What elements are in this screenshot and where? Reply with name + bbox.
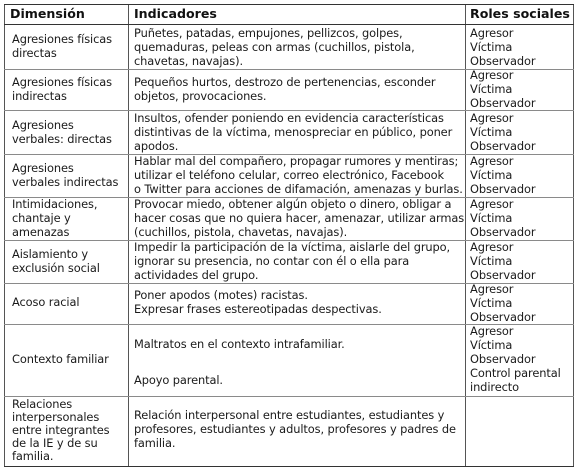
- header-divider: [4, 24, 574, 25]
- indicator-line: Pequeños hurtos, destrozo de pertenencias, esconder: [134, 75, 436, 89]
- dimension-line: de la IE y de su: [12, 436, 98, 450]
- role-item: Víctima: [470, 168, 513, 182]
- indicator-line: profesores, estudiantes y adultos, profesores y padres de: [134, 422, 456, 436]
- role-item: Víctima: [470, 40, 513, 54]
- dimension-line: Aislamiento y: [12, 247, 89, 261]
- indicator-line: o Twitter para acciones de difamación, amenazas y burlas.: [134, 182, 463, 196]
- table-border-right: [573, 4, 574, 467]
- dimension-line: chantaje y: [12, 211, 71, 225]
- role-item: Observador: [470, 54, 536, 68]
- indicator-line: chavetas, navajas).: [134, 54, 243, 68]
- role-item: Control parental: [470, 366, 561, 380]
- header-indicators: Indicadores: [134, 6, 217, 21]
- role-item: Víctima: [470, 296, 513, 310]
- indicator-line: apodos.: [134, 139, 179, 153]
- indicator-line: familia.: [134, 436, 176, 450]
- dimension-line: Acoso racial: [12, 295, 80, 309]
- role-item: Víctima: [470, 82, 513, 96]
- role-item: Agresor: [470, 324, 514, 338]
- indicator-line: ignorar su presencia, no contar con él o ella para: [134, 254, 410, 268]
- role-item: Agresor: [470, 240, 514, 254]
- indicator-line: Puñetes, patadas, empujones, pellizcos, golpes,: [134, 26, 403, 40]
- role-item: Agresor: [470, 111, 514, 125]
- dimension-line: exclusión social: [12, 261, 100, 275]
- indicator-line: Insultos, ofender poniendo en evidencia características: [134, 111, 444, 125]
- role-item: Agresor: [470, 26, 514, 40]
- dimension-line: Contexto familiar: [12, 352, 109, 366]
- column-divider: [465, 4, 466, 467]
- role-item: Observador: [470, 139, 536, 153]
- role-item: Observador: [470, 268, 536, 282]
- indicator-line: Relación interpersonal entre estudiantes, estudiantes y: [134, 408, 445, 422]
- header-roles: Roles sociales: [470, 6, 570, 21]
- table-border-top: [4, 4, 574, 5]
- indicator-line: Maltratos en el contexto intrafamiliar.: [134, 337, 345, 351]
- role-item: Víctima: [470, 338, 513, 352]
- table-border-bottom: [4, 466, 574, 467]
- social-roles-table: [4, 4, 574, 467]
- role-item: Agresor: [470, 68, 514, 82]
- dimension-line: entre integrantes: [12, 423, 110, 437]
- role-item: Víctima: [470, 125, 513, 139]
- dimension-line: Agresiones: [12, 161, 74, 175]
- indicator-line: Impedir la participación de la víctima, aislarle del grupo,: [134, 240, 451, 254]
- role-item: Observador: [470, 352, 536, 366]
- dimension-line: verbales: directas: [12, 132, 112, 146]
- indicator-line: Hablar mal del compañero, propagar rumores y mentiras;: [134, 154, 459, 168]
- indicator-line: objetos, provocaciones.: [134, 89, 267, 103]
- indicator-line: hacer cosas que no quiera hacer, amenazar, utilizar armas: [134, 211, 465, 225]
- role-item: Observador: [470, 225, 536, 239]
- role-item: Víctima: [470, 211, 513, 225]
- dimension-line: amenazas: [12, 225, 70, 239]
- indicator-line: utilizar el teléfono celular, correo electrónico, Facebook: [134, 168, 445, 182]
- dimension-line: indirectas: [12, 89, 67, 103]
- dimension-line: interpersonales: [12, 410, 100, 424]
- dimension-line: Relaciones: [12, 397, 73, 411]
- dimension-line: verbales indirectas: [12, 175, 119, 189]
- role-item: Observador: [470, 96, 536, 110]
- indicator-line: distintivas de la víctima, menospreciar en público, poner: [134, 125, 453, 139]
- indicator-line: Expresar frases estereotipadas despectivas.: [134, 302, 382, 316]
- role-item: Observador: [470, 310, 536, 324]
- dimension-line: Agresiones: [12, 118, 74, 132]
- role-item: Víctima: [470, 254, 513, 268]
- row-divider: [4, 396, 574, 397]
- dimension-line: Agresiones físicas: [12, 75, 112, 89]
- indicator-line: quemaduras, peleas con armas (cuchillos, pistola,: [134, 40, 415, 54]
- role-item: Observador: [470, 182, 536, 196]
- dimension-line: Agresiones físicas: [12, 32, 112, 46]
- role-item: Agresor: [470, 154, 514, 168]
- indicator-line: Poner apodos (motes) racistas.: [134, 288, 308, 302]
- dimension-line: Intimidaciones,: [12, 197, 98, 211]
- indicator-line: actividades del grupo.: [134, 268, 259, 282]
- dimension-line: directas: [12, 46, 57, 60]
- role-item: Agresor: [470, 197, 514, 211]
- header-dimension: Dimensión: [10, 6, 85, 21]
- table-border-left: [4, 4, 5, 467]
- column-divider: [128, 4, 129, 467]
- indicator-line: Provocar miedo, obtener algún objeto o dinero, obligar a: [134, 197, 452, 211]
- role-item: Agresor: [470, 282, 514, 296]
- dimension-line: familia.: [12, 449, 54, 463]
- indicator-line: Apoyo parental.: [134, 373, 223, 387]
- role-item: indirecto: [470, 380, 520, 394]
- indicator-line: (cuchillos, pistola, chavetas, navajas).: [134, 225, 348, 239]
